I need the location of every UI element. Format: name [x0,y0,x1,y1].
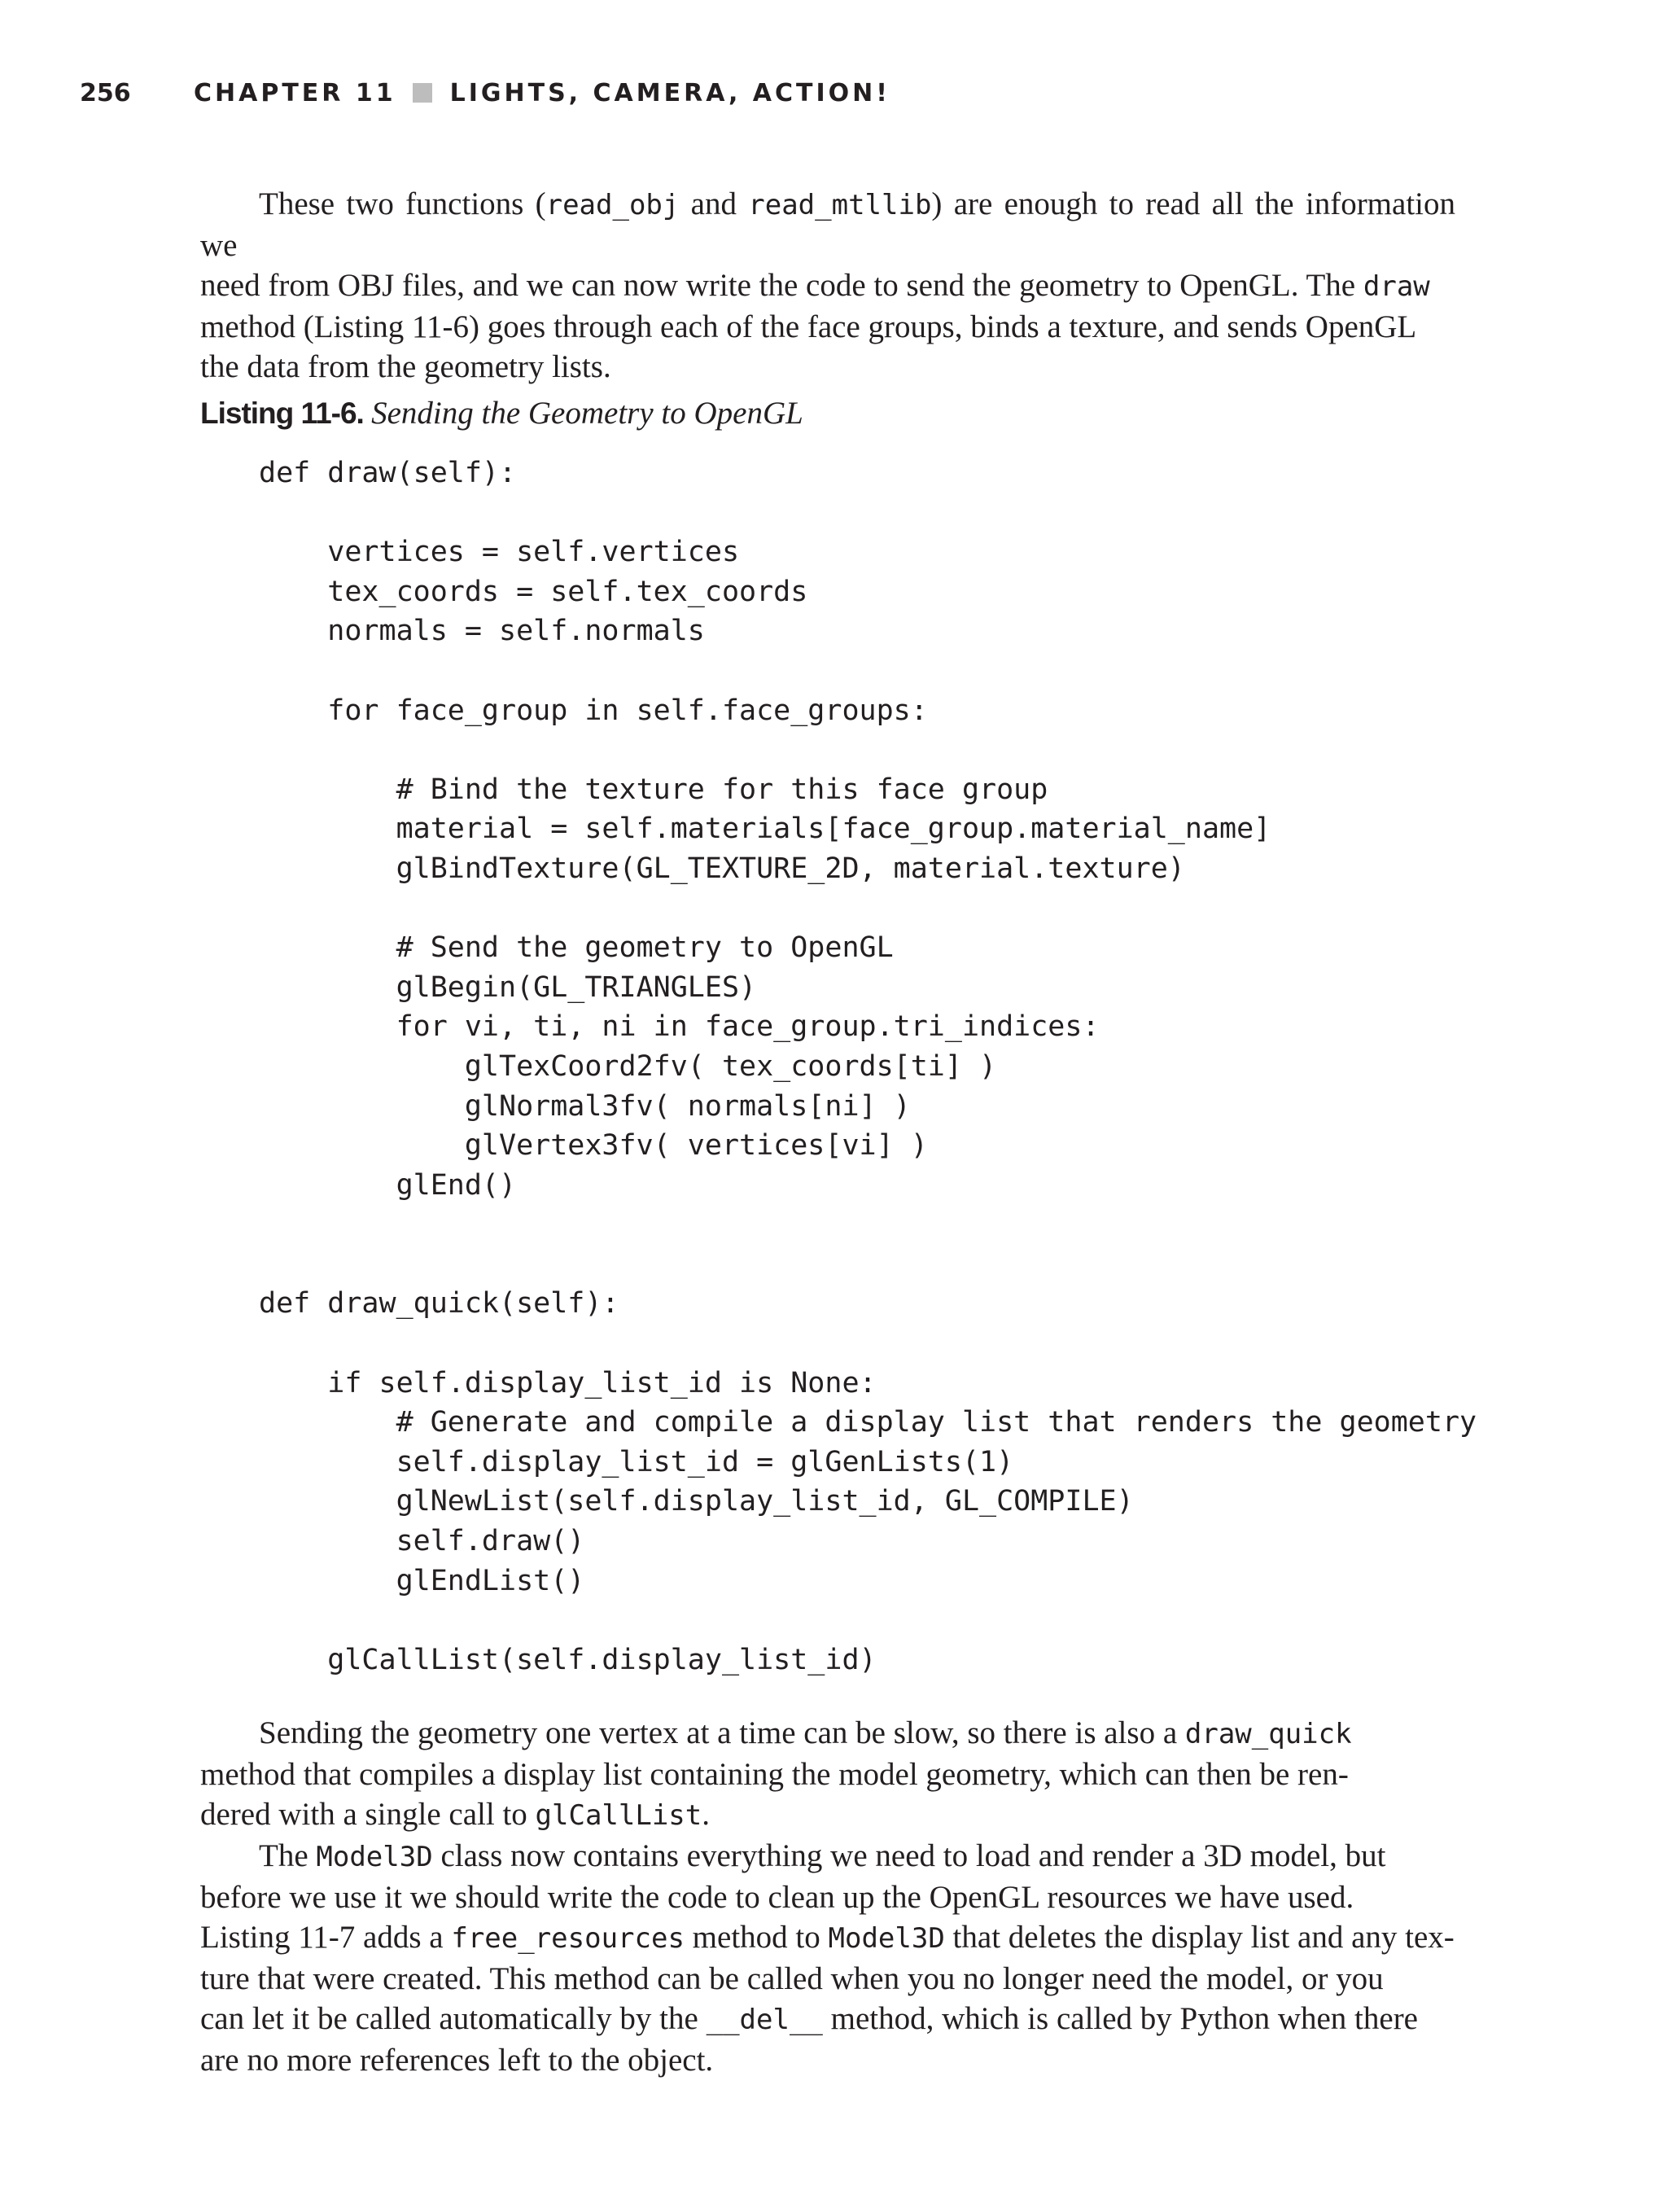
code-line: glBegin(GL_TRIANGLES) [259,970,757,1004]
text-run: method to [684,1920,829,1955]
text-line [200,1836,1455,1877]
text-line [200,1917,1455,1959]
text-run: can let it be called automatically by the [200,2001,707,2036]
text-line [200,1999,1455,2040]
text-run: that deletes the display list and any tex- [944,1920,1455,1955]
code-line [259,1245,1477,1285]
code-line: # Generate and compile a display list that renders the geometry [259,1406,1477,1439]
code-line [259,889,1477,929]
intro-paragraph [200,184,1455,387]
code-line: glBindTexture(GL_TEXTURE_2D, material.texture) [259,852,1185,885]
code-line: for face_group in self.face_groups: [259,694,928,727]
inline-code: __del__ [706,2004,823,2036]
listing-number: Listing 11-6. [200,396,364,430]
inline-code: Model3D [316,1841,433,1873]
code-line [259,651,1477,691]
text-run: These two functions ( [259,186,546,221]
code-line: glEndList() [259,1564,585,1597]
code-line: glVertex3fv( vertices[vi] ) [259,1129,928,1163]
code-line: for vi, ti, ni in face_group.tri_indices: [259,1010,1100,1044]
code-line: if self.display_list_id is None: [259,1366,877,1399]
code-line [259,1601,1477,1640]
text-run: and [679,186,749,221]
code-line [259,493,1477,533]
running-head [80,77,890,109]
text-run: The [259,1838,317,1873]
code-line [259,1205,1477,1245]
closing-paragraphs [200,1713,1455,2080]
code-line: def draw_quick(self): [259,1287,619,1321]
code-line: glEnd() [259,1168,517,1202]
text-line: are no more references left to the object. [200,2043,714,2078]
inline-code: read_mtllib [748,189,932,221]
code-line: def draw(self): [259,457,517,489]
code-line: tex_coords = self.tex_coords [259,575,808,608]
listing-title: Sending the Geometry to OpenGL [371,396,803,431]
text-run: need from OBJ files, and we can now write the code to send the geometry to OpenGL. The [200,268,1363,303]
code-line [259,730,1477,770]
code-line [259,1324,1477,1364]
text-line: ture that were created. This method can be called when you no longer need the model, or you [200,1961,1384,1996]
inline-code: free_resources [451,1922,685,1955]
inline-code: glCallList [535,1799,702,1832]
code-line: self.display_list_id = glGenLists(1) [259,1445,1014,1478]
text-run: . [702,1797,710,1832]
text-run: class now contains everything we need to load and render a 3D model, but [432,1838,1386,1873]
text-line [200,1713,1455,1754]
chapter-title: LIGHTS, CAMERA, ACTION! [449,78,890,107]
code-line: glTexCoord2fv( tex_coords[ti] ) [259,1049,997,1083]
text-run: ) are enough to read all the information we [200,186,1455,263]
text-line: the data from the geometry lists. [200,349,611,384]
inline-code: draw [1363,270,1430,303]
code-listing [259,453,1477,1680]
text-line: method that compiles a display list containing the model geometry, which can then be ren- [200,1757,1349,1792]
text-line [200,1794,1455,1836]
header-separator-square [413,83,432,103]
inline-code: draw_quick [1184,1718,1352,1750]
code-line: material = self.materials[face_group.material_name] [259,813,1271,846]
code-line: glNormal3fv( normals[ni] ) [259,1089,911,1123]
code-line: normals = self.normals [259,615,705,648]
text-run: method, which is called by Python when there [822,2001,1418,2036]
text-run: Listing 11-7 adds a [200,1920,452,1955]
listing-caption [200,394,803,434]
page-number: 256 [80,78,131,107]
text-line: method (Listing 11-6) goes through each of the face groups, binds a texture, and sends OpenGL [200,309,1417,344]
code-line: glCallList(self.display_list_id) [259,1643,877,1676]
text-line [200,265,1455,307]
code-line: # Bind the texture for this face group [259,773,1048,806]
chapter-label: CHAPTER 11 [194,78,396,107]
code-line: # Send the geometry to OpenGL [259,931,894,965]
code-line: glNewList(self.display_list_id, GL_COMPILE) [259,1485,1134,1518]
text-line: before we use it we should write the code to clean up the OpenGL resources we have used. [200,1880,1354,1915]
text-line [200,184,1455,265]
text-run: Sending the geometry one vertex at a time can be slow, so there is also a [259,1715,1185,1750]
code-line: self.draw() [259,1525,585,1558]
inline-code: Model3D [828,1922,945,1955]
inline-code: read_obj [545,189,680,221]
code-line: vertices = self.vertices [259,536,740,569]
text-run: dered with a single call to [200,1797,536,1832]
